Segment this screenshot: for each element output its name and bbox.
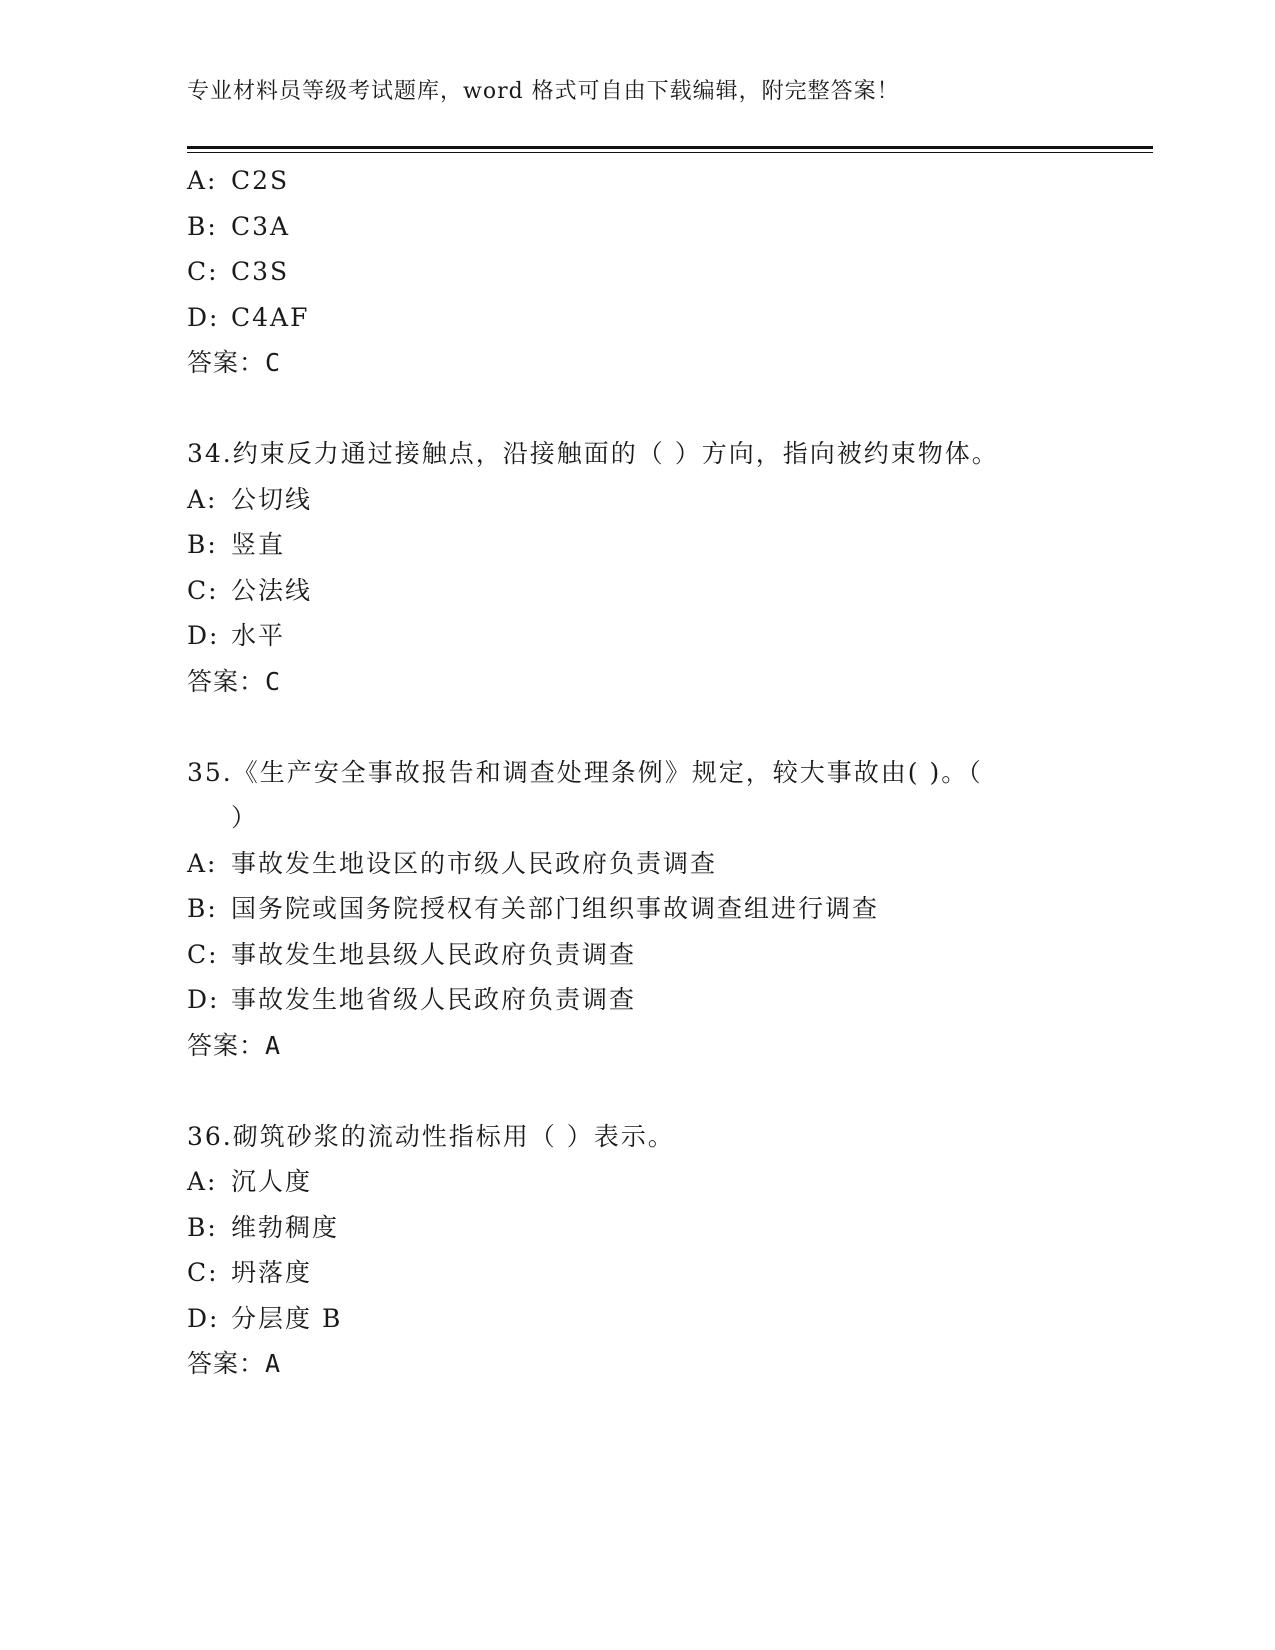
answer-line — [187, 659, 1067, 705]
option-a — [187, 1159, 1067, 1205]
option-text: C3S — [231, 257, 290, 286]
answer-value: C — [265, 348, 282, 377]
question-stem: 34.约束反力通过接触点，沿接触面的（ ）方向，指向被约束物体。 — [187, 439, 999, 468]
question-stem-continuation: ） — [231, 803, 259, 832]
option-letter: D: — [187, 985, 220, 1014]
option-letter: D: — [187, 1303, 220, 1333]
option-text: C2S — [231, 166, 290, 195]
option-c — [187, 568, 1067, 614]
option-letter: B: — [187, 1212, 218, 1242]
question-34 — [187, 431, 1067, 704]
option-letter: A: — [187, 1167, 218, 1196]
answer-line — [187, 1023, 1067, 1069]
option-d — [187, 613, 1067, 659]
option-text: 沉人度 — [231, 1167, 313, 1196]
answer-line — [187, 340, 1067, 386]
option-c — [187, 1250, 1067, 1296]
option-d — [187, 977, 1067, 1023]
option-text: 分层度 B — [231, 1303, 343, 1333]
option-letter: C: — [187, 939, 219, 969]
answer-label: 答案： — [187, 666, 266, 696]
option-text: 公法线 — [231, 575, 313, 605]
question-33-continued — [187, 158, 1067, 386]
option-text: C3A — [231, 211, 291, 241]
option-letter: A: — [187, 848, 218, 878]
option-text: 事故发生地县级人民政府负责调查 — [231, 939, 637, 969]
page-header: 专业材料员等级考试题库，word 格式可自由下载编辑，附完整答案！ — [187, 79, 900, 104]
question-35 — [187, 750, 1067, 1069]
option-text: 水平 — [231, 621, 286, 650]
option-letter: C: — [187, 1258, 219, 1287]
answer-value: A — [265, 1030, 282, 1060]
option-text: 公切线 — [231, 484, 313, 514]
option-c — [187, 249, 1067, 295]
option-letter: A: — [187, 166, 218, 195]
option-text: 竖直 — [231, 530, 286, 559]
option-a — [187, 841, 1067, 887]
option-letter: B: — [187, 530, 218, 559]
question-36 — [187, 1114, 1067, 1387]
option-b — [187, 204, 1067, 250]
option-b — [187, 1205, 1067, 1251]
option-d — [187, 1296, 1067, 1342]
answer-value: A — [265, 1349, 282, 1378]
option-text: 维勃稠度 — [231, 1212, 340, 1242]
option-text: 事故发生地省级人民政府负责调查 — [231, 985, 637, 1014]
option-text: 事故发生地设区的市级人民政府负责调查 — [231, 848, 718, 878]
option-a — [187, 477, 1067, 523]
document-body — [187, 158, 1067, 1432]
option-letter: C: — [187, 257, 219, 286]
option-b — [187, 886, 1067, 932]
answer-line — [187, 1341, 1067, 1387]
option-d — [187, 295, 1067, 341]
answer-label: 答案： — [187, 1030, 266, 1060]
answer-value: C — [265, 666, 282, 696]
option-letter: C: — [187, 575, 219, 605]
option-letter: B: — [187, 894, 218, 923]
answer-label: 答案： — [187, 348, 266, 377]
option-letter: A: — [187, 484, 218, 514]
header-rule-thin — [187, 152, 1153, 153]
option-letter: B: — [187, 211, 218, 241]
option-c — [187, 932, 1067, 978]
question-stem: 36.砌筑砂浆的流动性指标用（ ）表示。 — [187, 1121, 675, 1151]
answer-label: 答案： — [187, 1349, 266, 1378]
option-letter: D: — [187, 621, 220, 650]
option-text: 国务院或国务院授权有关部门组织事故调查组进行调查 — [231, 894, 880, 923]
option-text: 坍落度 — [231, 1258, 313, 1287]
option-letter: D: — [187, 302, 220, 332]
header-rule-thick — [187, 146, 1153, 149]
question-stem: 35.《生产安全事故报告和调查处理条例》规定，较大事故由( )。（ — [187, 757, 983, 787]
option-a — [187, 158, 1067, 204]
option-text: C4AF — [231, 302, 310, 332]
option-b — [187, 522, 1067, 568]
